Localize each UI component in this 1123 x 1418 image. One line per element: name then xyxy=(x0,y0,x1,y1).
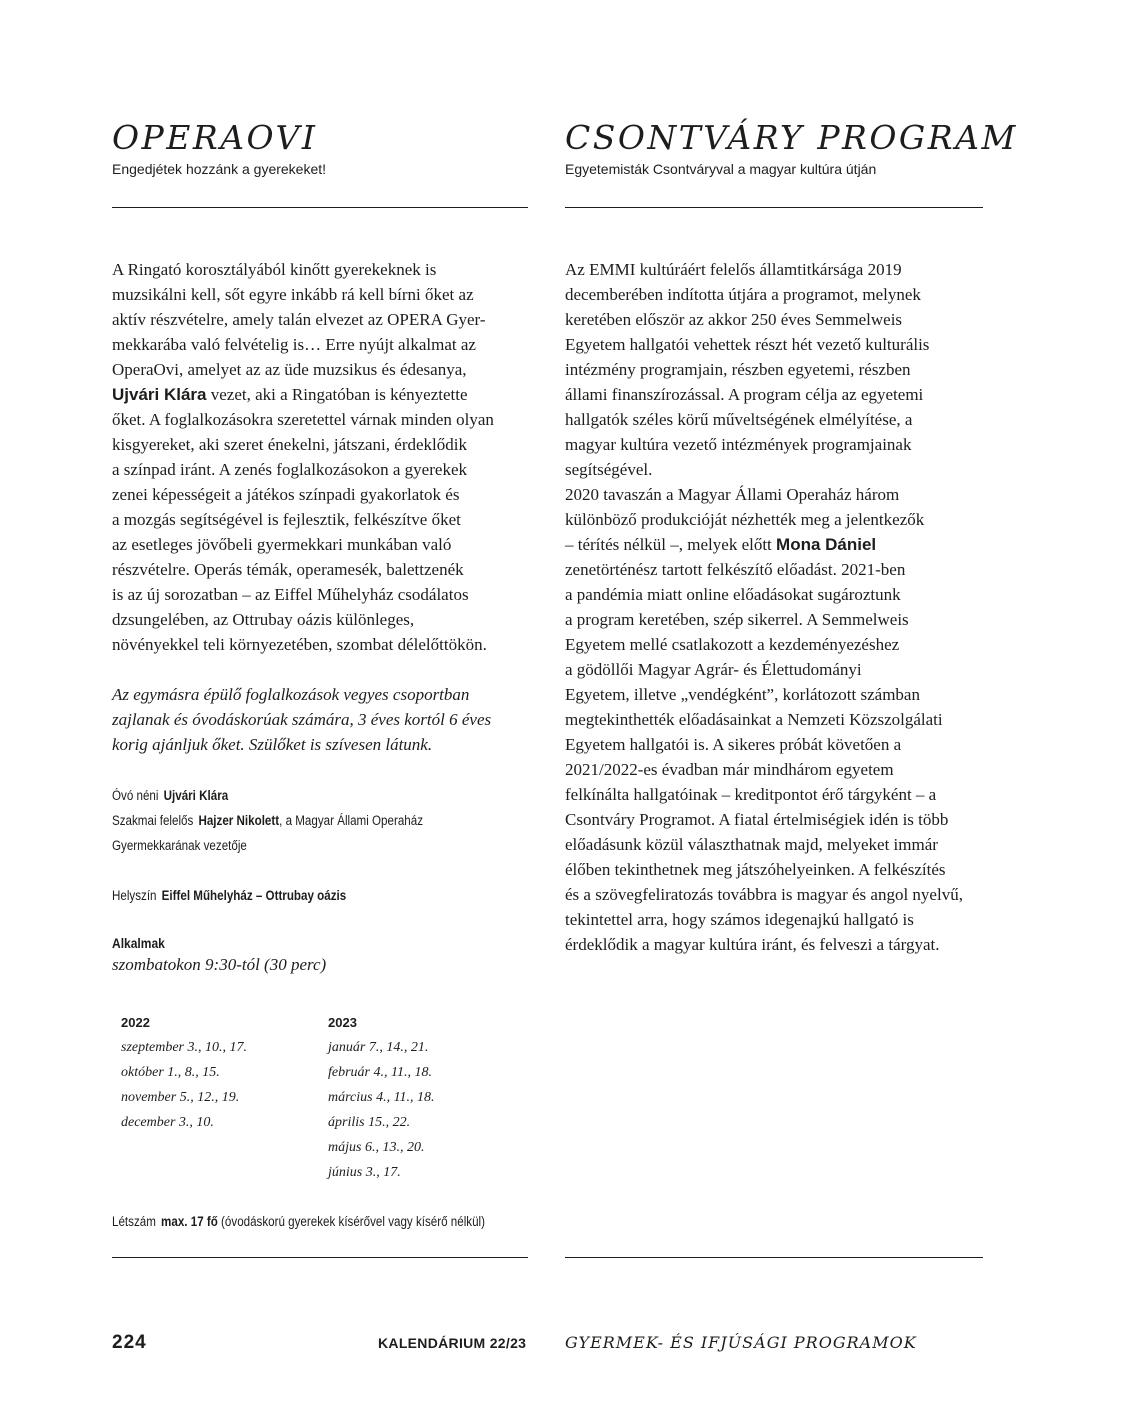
date-row: január 7., 14., 21. xyxy=(328,1040,429,1055)
person-name: Ujvári Klára xyxy=(112,385,207,404)
bottom-rule xyxy=(565,1257,983,1258)
text-line: érdeklődik a magyar kultúra iránt, és felveszi a tárgyat. xyxy=(565,935,940,954)
info-value: Eiffel Műhelyház – Ottrubay oázis xyxy=(161,888,347,903)
text-line: az esetleges jövőbeli gyermekkari munkában való xyxy=(112,535,452,554)
text-line: decemberében indította útjára a programot, melynek xyxy=(565,285,921,304)
body-paragraph xyxy=(112,257,528,657)
info-text: Gyermekkarának vezetője xyxy=(112,838,247,853)
section-title: CSONTVÁRY PROGRAM xyxy=(565,118,1018,157)
text-line: aktív részvételre, amely talán elvezet az OPERA Gyer- xyxy=(112,310,486,329)
schedule-2023 xyxy=(328,1010,435,1185)
date-row: február 4., 11., 18. xyxy=(328,1065,432,1080)
section-name: GYERMEK- ÉS IFJÚSÁGI PROGRAMOK xyxy=(565,1333,917,1352)
info-value: Hajzer Nikolett xyxy=(198,813,280,828)
text-line: részvételre. Operás témák, operamesék, balettzenék xyxy=(112,560,464,579)
text-line: élőben tekinthetnek meg játszóhelyeinken. A felkészítés xyxy=(565,860,946,879)
text-line: Egyetem mellé csatlakozott a kezdeményezéshez xyxy=(565,635,900,654)
info-value: max. 17 fő xyxy=(161,1214,218,1229)
text-line: OperaOvi, amelyet az az üde muzsikus és édesanya, xyxy=(112,360,467,379)
occasions-value: szombatokon 9:30-tól (30 perc) xyxy=(112,955,327,974)
text-line xyxy=(112,382,528,407)
text-line: hallgatók széles körű műveltségének elmélyítése, a xyxy=(565,410,913,429)
text-fragment: vezet, aki a Ringatóban is kényeztette xyxy=(206,385,468,404)
text-line: mekkarába való felvételig is… Erre nyújt alkalmat az xyxy=(112,335,476,354)
text-line: keretében először az akkor 250 éves Semmelweis xyxy=(565,310,903,329)
info-text: , a Magyar Állami Operaház xyxy=(279,813,424,828)
text-line: felkínálta hallgatóinak – kreditpontot érő tárgyként – a xyxy=(565,785,937,804)
text-line: és a szövegfeliratozás továbbra is magyar és angol nyelvű, xyxy=(565,885,963,904)
publication-name: KALENDÁRIUM 22/23 xyxy=(378,1335,527,1351)
date-row: október 1., 8., 15. xyxy=(121,1065,220,1080)
text-line: állami finanszírozással. A program célja az egyetemi xyxy=(565,385,924,404)
date-row: november 5., 12., 19. xyxy=(121,1090,240,1105)
text-line: Csontváry Programot. A fiatal értelmiségiek idén is több xyxy=(565,810,949,829)
text-line: magyar kultúra vezető intézmények programjainak xyxy=(565,435,912,454)
year-heading: 2023 xyxy=(328,1015,357,1030)
section-subtitle: Engedjétek hozzánk a gyerekeket! xyxy=(112,161,327,177)
text-fragment: – térítés nélkül –, melyek előtt xyxy=(565,535,777,554)
text-line: Egyetem hallgatói is. A sikeres próbát követően a xyxy=(565,735,902,754)
occasions-label: Alkalmak xyxy=(112,935,165,951)
info-label: Szakmai felelős xyxy=(112,813,194,828)
text-line: is az új sorozatban – az Eiffel Műhelyház csodálatos xyxy=(112,585,469,604)
text-line: A Ringató korosztályából kinőtt gyerekeknek is xyxy=(112,260,437,279)
text-line: kisgyereket, aki szeret énekelni, játszani, érdeklődik xyxy=(112,435,467,454)
responsible-info xyxy=(112,808,423,833)
text-line: zajlanak és óvodáskorúak számára, 3 éves kortól 6 éves xyxy=(112,710,492,729)
top-rule xyxy=(565,207,983,208)
text-line: Az egymásra épülő foglalkozások vegyes csoportban xyxy=(112,685,470,704)
text-line: előadásunk közül választhatnak majd, melyeket immár xyxy=(565,835,938,854)
text-line: különböző produkcióját nézhették meg a jelentkezők xyxy=(565,510,925,529)
text-line: a mozgás segítségével is fejlesztik, felkészítve őket xyxy=(112,510,461,529)
text-line: 2020 tavaszán a Magyar Állami Operaház három xyxy=(565,485,900,504)
body-paragraph xyxy=(565,257,983,957)
year-heading: 2022 xyxy=(121,1015,150,1030)
date-row: szeptember 3., 10., 17. xyxy=(121,1040,247,1055)
info-value: Ujvári Klára xyxy=(163,788,229,803)
text-line: 2021/2022-es évadban már mindhárom egyetem xyxy=(565,760,894,779)
text-line: Az EMMI kultúráért felelős államtitkársága 2019 xyxy=(565,260,902,279)
date-row: március 4., 11., 18. xyxy=(328,1090,435,1105)
section-subtitle: Egyetemisták Csontváryval a magyar kultúra útján xyxy=(565,161,877,177)
text-line: növényekkel teli környezetében, szombat délelőttökön. xyxy=(112,635,487,654)
bottom-rule xyxy=(112,1257,528,1258)
page-number: 224 xyxy=(112,1332,147,1353)
date-row: június 3., 17. xyxy=(328,1165,401,1180)
venue-info xyxy=(112,883,346,908)
text-line: Egyetem, illetve „vendégként”, korlátozott számban xyxy=(565,685,920,704)
date-row: április 15., 22. xyxy=(328,1115,411,1130)
schedule-2022 xyxy=(121,1010,247,1135)
text-line: zenetörténész tartott felkészítő előadást. 2021-ben xyxy=(565,560,906,579)
capacity-info xyxy=(112,1209,485,1234)
section-title: OPERAOVI xyxy=(112,118,318,157)
top-rule xyxy=(112,207,528,208)
text-line: korig ajánljuk őket. Szülőket is szívesen látunk. xyxy=(112,735,433,754)
text-line xyxy=(565,532,983,557)
age-note xyxy=(112,682,528,757)
text-line: tekintettel arra, hogy számos idegenajkú hallgató is xyxy=(565,910,914,929)
text-line: a pandémia miatt online előadásokat sugároztunk xyxy=(565,585,901,604)
text-line: a színpad iránt. A zenés foglalkozásokon a gyerekek xyxy=(112,460,467,479)
text-line: segítségével. xyxy=(565,460,653,479)
text-line: megtekinthették előadásainkat a Nemzeti Közszolgálati xyxy=(565,710,943,729)
info-label: Létszám xyxy=(112,1214,156,1229)
person-name: Mona Dániel xyxy=(776,535,877,554)
text-line: zenei képességeit a játékos színpadi gyakorlatok és xyxy=(112,485,460,504)
text-line: intézmény programjain, részben egyetemi, részben xyxy=(565,360,911,379)
info-label: Óvó néni xyxy=(112,788,159,803)
date-row: december 3., 10. xyxy=(121,1115,214,1130)
text-line: a program keretében, szép sikerrel. A Semmelweis xyxy=(565,610,909,629)
info-label: Helyszín xyxy=(112,888,157,903)
teacher-info xyxy=(112,783,228,808)
date-row: május 6., 13., 20. xyxy=(328,1140,425,1155)
text-line: Egyetem hallgatói vehettek részt hét vezető kulturális xyxy=(565,335,930,354)
text-line: muzsikálni kell, sőt egyre inkább rá kell bírni őket az xyxy=(112,285,474,304)
text-line: a gödöllői Magyar Agrár- és Élettudományi xyxy=(565,660,862,679)
text-line: dzsungelében, az Ottrubay oázis különleges, xyxy=(112,610,415,629)
responsible-info-continued xyxy=(112,833,247,858)
text-line: őket. A foglalkozásokra szeretettel várnak minden olyan xyxy=(112,410,494,429)
info-text: (óvodáskorú gyerekek kísérővel vagy kísérő nélkül) xyxy=(217,1214,485,1229)
